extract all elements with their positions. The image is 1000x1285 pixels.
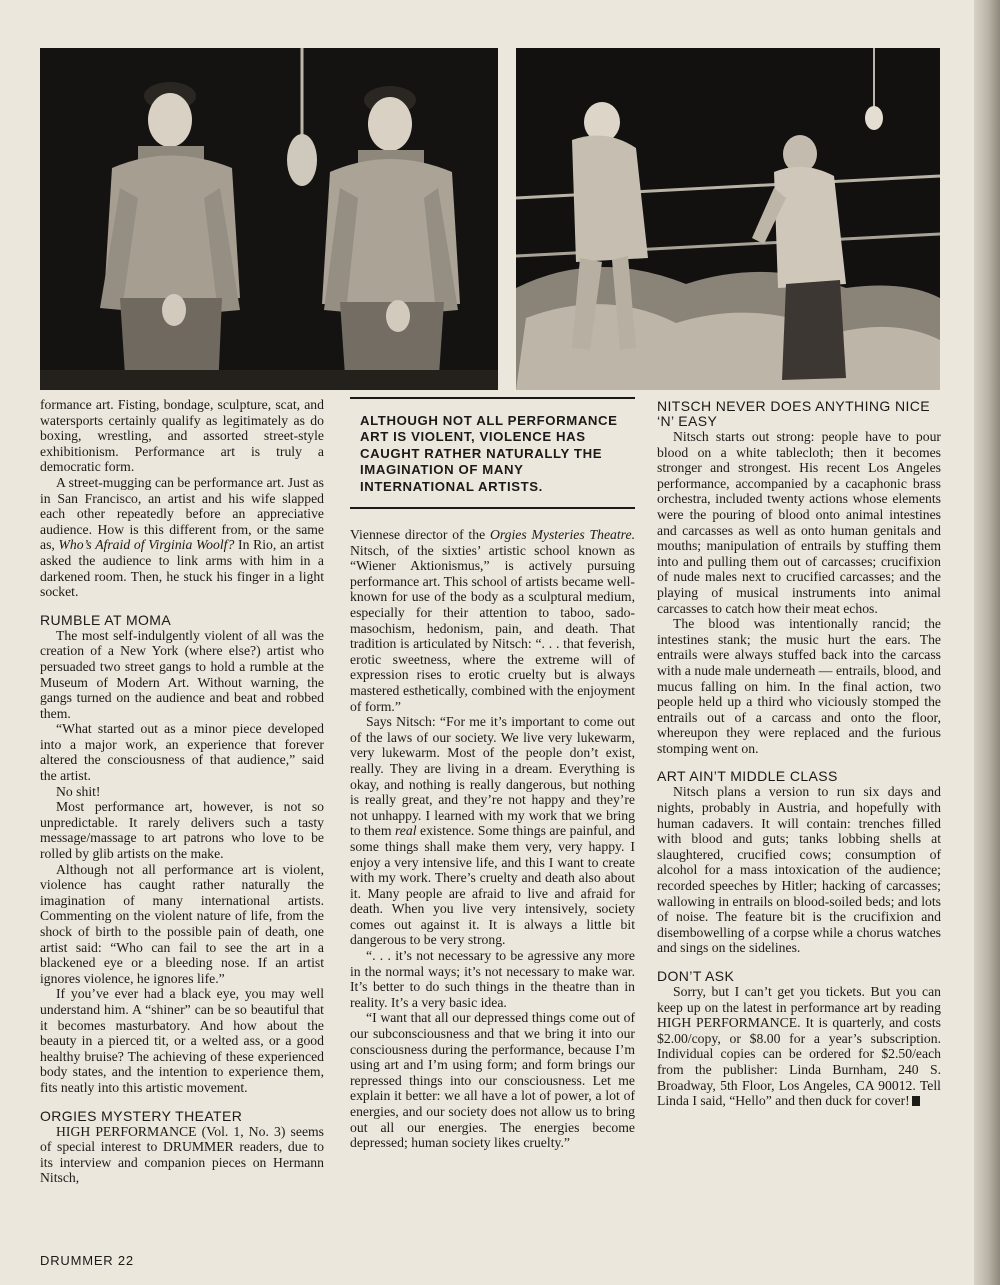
col1-paragraph-2-text: A street-mugging can be performance art. Just as in San Francisco, an artist and his wife slapped each other repeatedly before an appreciative audience. How is this different from, or the same as, [40,474,324,553]
heading-orgies-mystery-theater: ORGIES MYSTERY THEATER [40,1107,243,1124]
page-edge-shadow [974,0,1000,1285]
col2-theatre-title: Orgies Mysteries Theatre. [489,527,635,543]
heading-rumble-at-moma: RUMBLE AT MOMA [40,611,172,628]
col1-paragraph-6: Most performance art, however, is not so unpredictable. It rarely delivers such a tasty message/massage to art patrons who love to be rolled by glib artists on the make. [40,799,324,862]
col1-paragraph-5: No shit! [56,783,101,799]
column-2 [350,397,635,1151]
column-3 [657,397,941,1109]
end-mark-icon [912,1096,920,1106]
col2-paragraph-1-start: Viennese director of the [350,527,486,543]
col2-paragraph-2-start: Says Nitsch: “For me it’s important to come out of the laws of our society. We live very lukewarm, very lukewarm. Most of the people don’t exist, really. They are living in a dream. Everything is okay, and nothing is really dangerous, but nothing is really great, and they’re not happy and they’re not unhappy. I learned with my work that we bring to them [350,714,635,839]
col3-paragraph-2: The blood was intentionally rancid; the intestines stank; the music hurt the ears. The entrails were always stuffed back into the carcass with a nude male underneath — entrails, blood, and mucus falling on him. In the final action, two people held up a third who viciously stomped the entrails out of a carcass and onto the floor, whereupon they were replaced and the furious stomping went on. [657,616,941,756]
heading-nitsch-never: NITSCH NEVER DOES ANYTHING NICE ‘N’ EASY [657,398,930,429]
page-folio: DRUMMER 22 [40,1253,134,1268]
col1-paragraph-2-end: In Rio, an artist asked the audience to link arms with him in a darkened room. Then, he stuck his finger in a light socket. [40,537,325,600]
col1-paragraph-8: If you’ve ever had a black eye, you may well understand him. A “shiner” can be so beautiful that it becomes masturbatory. And how about the beauty in a pierced tit, or a welted ass, or a good healthy bruise? The achieving of these experienced body states, and the intention to experience them, fits neatly into this artistic movement. [40,986,324,1095]
col3-paragraph-4 [657,984,941,1109]
col1-play-title: Who’s Afraid of Virginia Woolf? [58,537,235,553]
photo-ring-illustration [516,48,940,390]
col1-paragraph-3: The most self-indulgently violent of all was the creation of a New York (where else?) artist who persuaded two street gangs to hold a rumble at the Museum of Modern Art. Without warning, the gangs turned on the audience and beat and robbed them. [40,627,324,721]
heading-dont-ask: DON’T ASK [657,968,735,984]
col3-paragraph-1: Nitsch starts out strong: people have to pour blood on a white tablecloth; then it becomes stronger and strongest. His recent Los Angeles performance, accompanied by a cacaphonic brass orchestra, included twenty actions whose elements were the pouring of blood onto animal intestines and carcasses as well as onto human genitals and mouths; manipulation of entrails by stuffing them into and pulling them out of carcasses; crucifixion of nude males next to crucified carcasses; and the playing of musical instruments into animal carcasses to catch how their meat echos. [657,429,941,616]
photo-boxing-ring [516,48,940,390]
col2-paragraph-4: “I want that all our depressed things come out of our subconsciousness and that we bring it into our consciousness during the performance, because I’m using art and I’m using form; and form brings our repressed things into our consciousness. Let me explain it better: we all have a lot of power, a lot of energies, and our society does not allow us to bring out all our energies. The energies become depressed; human society likes cruelty.” [350,1010,635,1151]
photo-performers-illustration [40,48,498,390]
col1-paragraph-2 [40,475,324,600]
pull-quote-text: ALTHOUGH NOT ALL PERFORMANCE ART IS VIOLENT, VIOLENCE HAS CAUGHT RATHER NATURALLY THE IMAGINATION OF MANY INTERNATIONAL ARTISTS. [360,413,618,494]
col1-paragraph-9: HIGH PERFORMANCE (Vol. 1, No. 3) seems of special interest to DRUMMER readers, due to its interview and companion pieces on Hermann Nitsch, [40,1123,324,1186]
col2-paragraph-2-end: existence. Some things are painful, and some things shall make them very, very happy. I enjoy a very intensive life, and this I want to create with my work. There’s cruelty and death also about it. Many people are afraid to live and afraid for death. When you live very intensively, society comes out against it. It is always a little bit dangerous to be very strong. [350,823,636,948]
col3-paragraph-4-text: Sorry, but I can’t get you tickets. But you can keep up on the latest in performance art by reading HIGH PERFORMANCE. It is quarterly, and costs $2.00/copy, or $8.00 for a year’s subscription. Individual copies can be ordered for $2.50/each from the publisher: Linda Burnham, 240 S. Broadway, 5th Floor, Los Angeles, CA 90012. Tell Linda I said, “Hello” and then duck for cover! [657,984,941,1109]
heading-art-aint-middle-class: ART AIN’T MIDDLE CLASS [657,768,838,785]
col2-paragraph-2 [350,714,635,948]
col2-paragraph-3: “. . . it’s not necessary to be agressive any more in the normal ways; it’s not necessary to make war. It’s better to do such things in the theatre than in reality. It’s a very basic idea. [350,948,635,1010]
col2-paragraph-1 [350,527,635,714]
photo-performers-stage [40,48,498,390]
col1-paragraph-7: Although not all performance art is violent, violence has caught rather naturally the imagination of many international artists. Commenting on the violent nature of life, from the shock of birth to the possible pain of death, one artist said: “Who can fail to see the art in a blackened eye or a bleeding nose. If an artist ignores violence, he ignores life.” [40,861,324,986]
col2-paragraph-1-end: Nitsch, of the sixties’ artistic school known as “Wiener Aktionismus,” is actively pursuing performance art. This school of artists became well-known for use of the body as a sculptural medium, especially for their attention to taboo, sado-masochism, hedonism, pain, and death. That tradition is articulated by Nitsch: “. . . that feverish, erotic sweetness, where the extreme will of expression rises to erotic cruelty but is always mastered esthetically, combined with the enjoyment of form.” [350,542,635,714]
col2-emphasis-real: real [394,823,417,839]
column-1 [40,397,324,1186]
col1-paragraph-4: “What started out as a minor piece developed into a major work, an experience that forever altered the consciousness of that audience,” said the artist. [40,721,324,784]
col3-paragraph-3: Nitsch plans a version to run six days and nights, probably in Austria, and hopefully with human cadavers. It will contain: trenches filled with blood and guts; tanks lobbing shells at slaughtered, crucified cows; consumption of alcohol for a mass intoxication of the audience; recorded speeches by Hitler; hacking of carcasses; wallowing in entrails on blood-soiled beds; and lots of noise. The feature bit is the crucifixion and disembowelling of a corpse while a chorus watches and sings on the sidelines. [657,784,941,956]
col1-paragraph-1: formance art. Fisting, bondage, sculpture, scat, and watersports certainly qualify as legitimately as do boxing, wrestling, and assorted street-style exhibitionism. Performance art is truly a democratic form. [40,397,324,475]
pull-quote [350,397,635,509]
